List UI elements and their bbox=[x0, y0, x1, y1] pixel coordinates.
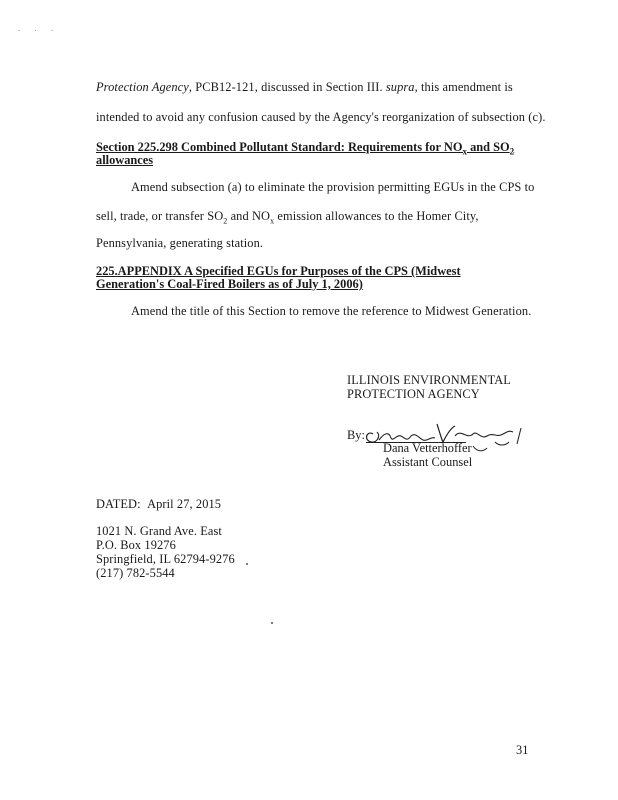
appendix-a-heading-line2: Generation's Coal-Fired Boilers as of July 1, 2006) bbox=[96, 277, 363, 291]
para1-text-a: , PCB12-121, discussed in Section III. bbox=[188, 80, 386, 94]
para1-text-b: , this amendment is bbox=[414, 80, 513, 94]
signatory-name: Dana Vetterhoffer bbox=[383, 441, 472, 455]
para1-italic: Protection Agency bbox=[96, 80, 189, 94]
address-line1: 1021 N. Grand Ave. East bbox=[96, 524, 222, 538]
section-298-line1: Amend subsection (a) to eliminate the provision permitting EGUs in the CPS to bbox=[131, 180, 535, 194]
dated-line bbox=[96, 497, 221, 512]
signatory-title: Assistant Counsel bbox=[383, 455, 473, 469]
section-298-heading-b: and SO bbox=[466, 140, 510, 154]
signature-by-label: By: bbox=[347, 428, 365, 442]
scan-marks: . . . bbox=[18, 23, 60, 33]
address-phone: (217) 782-5544 bbox=[96, 566, 175, 580]
section-298-line2 bbox=[96, 209, 479, 225]
section-298-line2-c: emission allowances to the Homer City, bbox=[274, 209, 479, 223]
dated-label: DATED: bbox=[96, 497, 141, 511]
agency-line2: PROTECTION AGENCY bbox=[347, 387, 480, 401]
dated-value: April 27, 2015 bbox=[147, 497, 222, 511]
section-298-heading-line1 bbox=[96, 140, 514, 156]
section-298-line2-a: sell, trade, or transfer SO bbox=[96, 209, 224, 223]
section-298-heading-sub1: x bbox=[462, 146, 467, 157]
section-298-line3: Pennsylvania, generating station. bbox=[96, 236, 264, 250]
section-298-line2-sub1: 2 bbox=[223, 216, 228, 226]
para1-italic-supra: supra bbox=[385, 80, 415, 94]
agency-line1: ILLINOIS ENVIRONMENTAL bbox=[347, 373, 511, 387]
address-line2: P.O. Box 19276 bbox=[96, 538, 176, 552]
page-number: 31 bbox=[516, 743, 529, 757]
section-298-line2-sub2: x bbox=[270, 216, 275, 226]
para1-line2: intended to avoid any confusion caused by the Agency's reorganization of subsection (c). bbox=[96, 110, 546, 124]
appendix-a-heading-line1: 225.APPENDIX A Specified EGUs for Purposes of the CPS (Midwest bbox=[96, 264, 461, 278]
scan-speck bbox=[271, 622, 273, 624]
section-298-heading-a: Section 225.298 Combined Pollutant Standard: Requirements for NO bbox=[96, 140, 463, 154]
section-298-heading-line2: allowances bbox=[96, 153, 154, 167]
scan-speck bbox=[246, 563, 248, 565]
section-298-heading-sub2: 2 bbox=[509, 146, 515, 157]
section-298-line2-b: and NO bbox=[227, 209, 271, 223]
para1-line1 bbox=[96, 80, 513, 95]
address-line3: Springfield, IL 62794-9276 bbox=[96, 552, 235, 566]
appendix-a-body: Amend the title of this Section to remove the reference to Midwest Generation. bbox=[131, 304, 532, 318]
